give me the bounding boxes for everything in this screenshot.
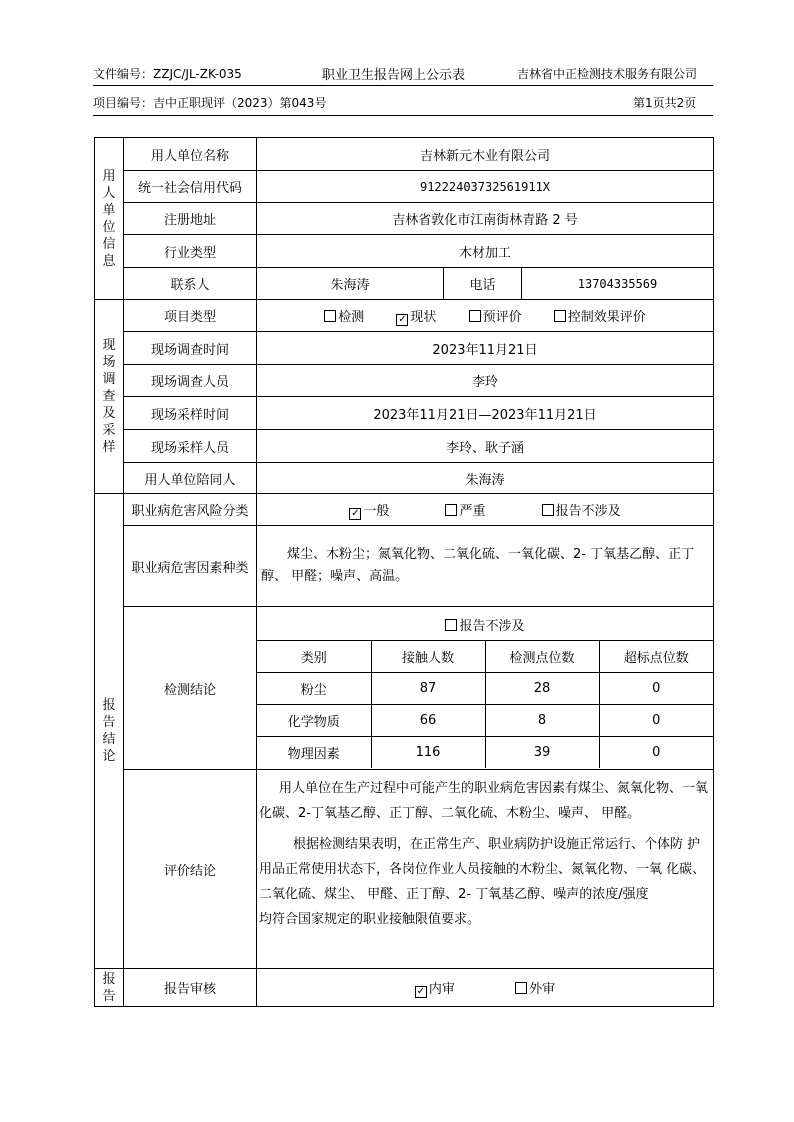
risk-option[interactable]: 严重 <box>445 504 485 519</box>
factors-label: 职业病危害因素种类 <box>124 526 257 607</box>
survey-time: 2023年11月21日 <box>257 332 714 365</box>
table-cell: 0 <box>599 736 713 768</box>
surveyor-label: 现场调查人员 <box>124 365 257 397</box>
companion-label: 用人单位陪同人 <box>124 463 257 494</box>
table-cell: 66 <box>371 704 485 736</box>
header-rule <box>93 85 713 86</box>
contact: 朱海涛 <box>257 268 444 300</box>
risk-option[interactable]: 报告不涉及 <box>542 504 621 519</box>
project-number: 项目编号：吉中正职现评（2023）第043号 <box>93 96 327 110</box>
table-cell: 116 <box>371 736 485 768</box>
project-type-option[interactable]: ✓ 现状 <box>398 309 437 325</box>
page-number: 第1页共2页 <box>633 96 697 110</box>
table-cell: 28 <box>485 672 599 704</box>
table-cell: 39 <box>485 736 599 768</box>
checkbox-icon <box>324 310 336 322</box>
section-employer: 用人单位信息 <box>95 138 124 300</box>
col-header: 类别 <box>257 640 371 672</box>
disclosure-table <box>94 137 714 1007</box>
phone: 13704335569 <box>522 268 714 300</box>
table-row <box>257 736 713 768</box>
test-label: 检测结论 <box>124 607 257 770</box>
checkbox-checked-icon: ✓ <box>351 507 360 519</box>
col-header: 超标点位数 <box>599 640 713 672</box>
hazard-factors: 煤尘、木粉尘；氮氧化物、二氧化硫、一氧化碳、2- 丁氧基乙醇、正丁醇、 甲醛；噪声、高温。 <box>257 526 714 607</box>
risk-label: 职业病危害风险分类 <box>124 494 257 526</box>
sampling-time: 2023年11月21日—2023年11月21日 <box>257 397 714 430</box>
table-cell: 粉尘 <box>257 672 371 704</box>
contact-label: 联系人 <box>124 268 257 300</box>
sampler: 李玲、耿子涵 <box>257 430 714 463</box>
risk-option[interactable]: ✓ 一般 <box>351 503 390 519</box>
project-type-option[interactable]: 预评价 <box>469 310 522 325</box>
checkbox-icon <box>515 982 527 994</box>
checkbox-icon <box>554 310 566 322</box>
review-option[interactable]: 外审 <box>515 982 555 997</box>
review-label: 报告审核 <box>124 969 257 1007</box>
header-rule-2 <box>93 115 713 116</box>
employer-name: 吉林新元木业有限公司 <box>257 138 714 171</box>
evaluation-paragraph: 用人单位在生产过程中可能产生的职业病危害因素有煤尘、氮氧化物、一氧化碳、2-丁氧基乙醇、正丁醇、二氧化硫、木粉尘、噪声、 甲醛。 根据检测结果表明，在正常生产、职业病防护设施正常运行、个体防 护用品正常使用状态下，各岗位作业人员接触的木粉尘、氮氧化物、一氧 化碳、二氧化硫、煤尘、 甲醛、正丁醇、2- 丁氧基乙醇、噪声的浓度/强度 均符合国家规定的职业接触限值要求。 <box>259 781 709 927</box>
section-review: 报告 <box>95 969 124 1007</box>
checkbox-icon <box>445 504 457 516</box>
checkbox-checked-icon: ✓ <box>398 313 407 325</box>
address: 吉林省敦化市江南街林青路 2 号 <box>257 203 714 235</box>
table-cell: 8 <box>485 704 599 736</box>
table-cell: 0 <box>599 672 713 704</box>
table-cell: 物理因素 <box>257 736 371 768</box>
checkbox-icon <box>469 310 481 322</box>
company-name: 吉林省中正检测技术服务有限公司 <box>517 67 698 81</box>
industry-label: 行业类型 <box>124 235 257 268</box>
checkbox-checked-icon: ✓ <box>416 985 426 997</box>
test-results-cell <box>257 607 714 770</box>
project-type-option[interactable]: 控制效果评价 <box>554 310 646 325</box>
project-type-label: 项目类型 <box>124 300 257 332</box>
checkbox-icon <box>445 619 457 631</box>
table-cell: 化学物质 <box>257 704 371 736</box>
table-row <box>257 704 713 736</box>
test-not-involved[interactable]: 报告不涉及 <box>257 609 713 641</box>
sampler-label: 现场采样人员 <box>124 430 257 463</box>
address-label: 注册地址 <box>124 203 257 235</box>
table-row <box>257 672 713 704</box>
test-results-table <box>257 609 713 768</box>
project-type-option[interactable]: 检测 <box>324 310 364 325</box>
companion: 朱海涛 <box>257 463 714 494</box>
survey-time-label: 现场调查时间 <box>124 332 257 365</box>
doc-number: 文件编号：ZZJC/JL-ZK-035 <box>93 67 242 81</box>
section-conclusion: 报告结论 <box>95 494 124 969</box>
col-header: 接触人数 <box>371 640 485 672</box>
col-header: 检测点位数 <box>485 640 599 672</box>
checkbox-icon <box>542 504 554 516</box>
project-type-options <box>257 300 714 332</box>
review-options <box>257 969 714 1007</box>
review-option[interactable]: ✓ 内审 <box>416 981 455 997</box>
eval-label: 评价结论 <box>124 770 257 969</box>
employer-name-label: 用人单位名称 <box>124 138 257 171</box>
credit-code: 91222403732561911X <box>257 171 714 203</box>
sampling-time-label: 现场采样时间 <box>124 397 257 430</box>
table-cell: 87 <box>371 672 485 704</box>
industry: 木材加工 <box>257 235 714 268</box>
form-title: 职业卫生报告网上公示表 <box>322 68 466 83</box>
evaluation-text <box>257 770 714 969</box>
risk-options <box>257 494 714 526</box>
table-cell: 0 <box>599 704 713 736</box>
surveyor: 李玲 <box>257 365 714 397</box>
phone-label: 电话 <box>444 268 522 300</box>
credit-code-label: 统一社会信用代码 <box>124 171 257 203</box>
section-survey: 现场调查及采样 <box>95 300 124 494</box>
